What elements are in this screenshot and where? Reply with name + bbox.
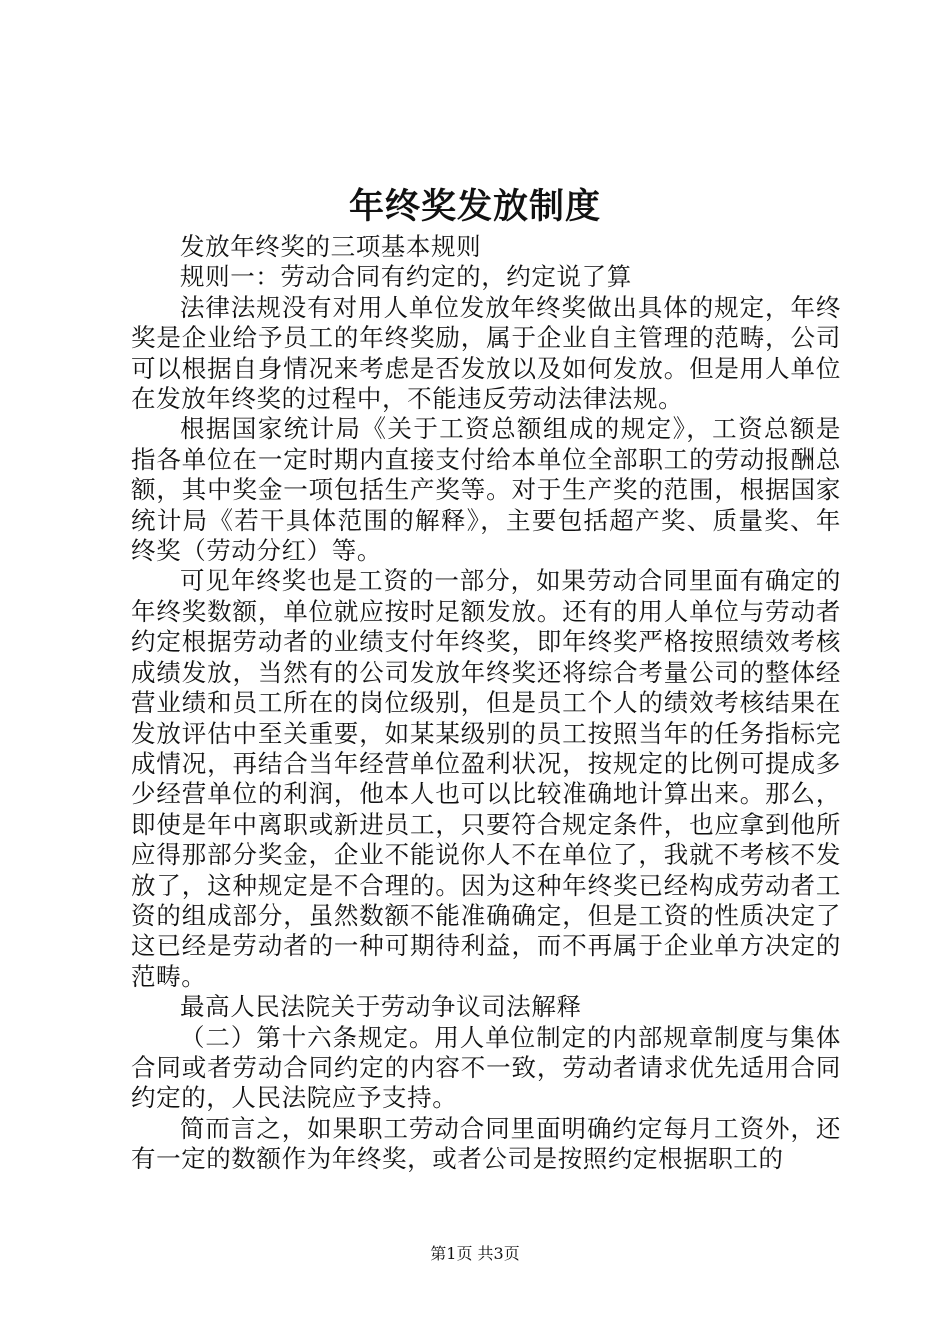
paragraph-rule-one: 规则一：劳动合同有约定的，约定说了算 xyxy=(180,262,632,292)
paragraph: 根据国家统计局《关于工资总额组成的规定》，工资总额是指各单位在一定时期内直接支付给本单位全部职工的劳动报酬总额，其中奖金一项包括生产奖等。对于生产奖的范围，根据国家统计局《若干具体范围的解释》，主要包括超产奖、质量奖、年终奖（劳动分红）等。 xyxy=(131,414,841,566)
paragraph: 简而言之，如果职工劳动合同里面明确约定每月工资外，还有一定的数额作为年终奖，或者公司是按照约定根据职工的 xyxy=(131,1113,841,1174)
paragraph: （二）第十六条规定。用人单位制定的内部规章制度与集体合同或者劳动合同约定的内容不一致，劳动者请求优先适用合同约定的，人民法院应予支持。 xyxy=(131,1022,841,1113)
page-footer: 第1页 共3页 xyxy=(430,1244,520,1263)
paragraph: 可见年终奖也是工资的一部分，如果劳动合同里面有确定的年终奖数额，单位就应按时足额发放。还有的用人单位与劳动者约定根据劳动者的业绩支付年终奖，即年终奖严格按照绩效考核成绩发放，当然有的公司发放年终奖还将综合考量公司的整体经营业绩和员工所在的岗位级别，但是员工个人的绩效考核结果在发放评估中至关重要，如某某级别的员工按照当年的任务指标完成情况，再结合当年经营单位盈利状况，按规定的比例可提成多少经营单位的利润，他本人也可以比较准确地计算出来。那么，即使是年中离职或新进员工，只要符合规定条件，也应拿到他所应得那部分奖金，企业不能说你人不在单位了，我就不考核不发放了，这种规定是不合理的。因为这种年终奖已经构成劳动者工资的组成部分，虽然数额不能准确确定，但是工资的性质决定了这已经是劳动者的一种可期待利益，而不再属于企业单方决定的范畴。 xyxy=(131,566,841,991)
paragraph-heading-judicial: 最高人民法院关于劳动争议司法解释 xyxy=(180,992,582,1022)
document-title: 年终奖发放制度 xyxy=(348,186,601,227)
paragraph-heading-rules: 发放年终奖的三项基本规则 xyxy=(180,232,482,261)
document-body xyxy=(131,232,841,1175)
paragraph: 法律法规没有对用人单位发放年终奖做出具体的规定，年终奖是企业给予员工的年终奖励，属于企业自主管理的范畴，公司可以根据自身情况来考虑是否发放以及如何发放。但是用人单位在发放年终奖的过程中，不能违反劳动法律法规。 xyxy=(131,292,841,414)
